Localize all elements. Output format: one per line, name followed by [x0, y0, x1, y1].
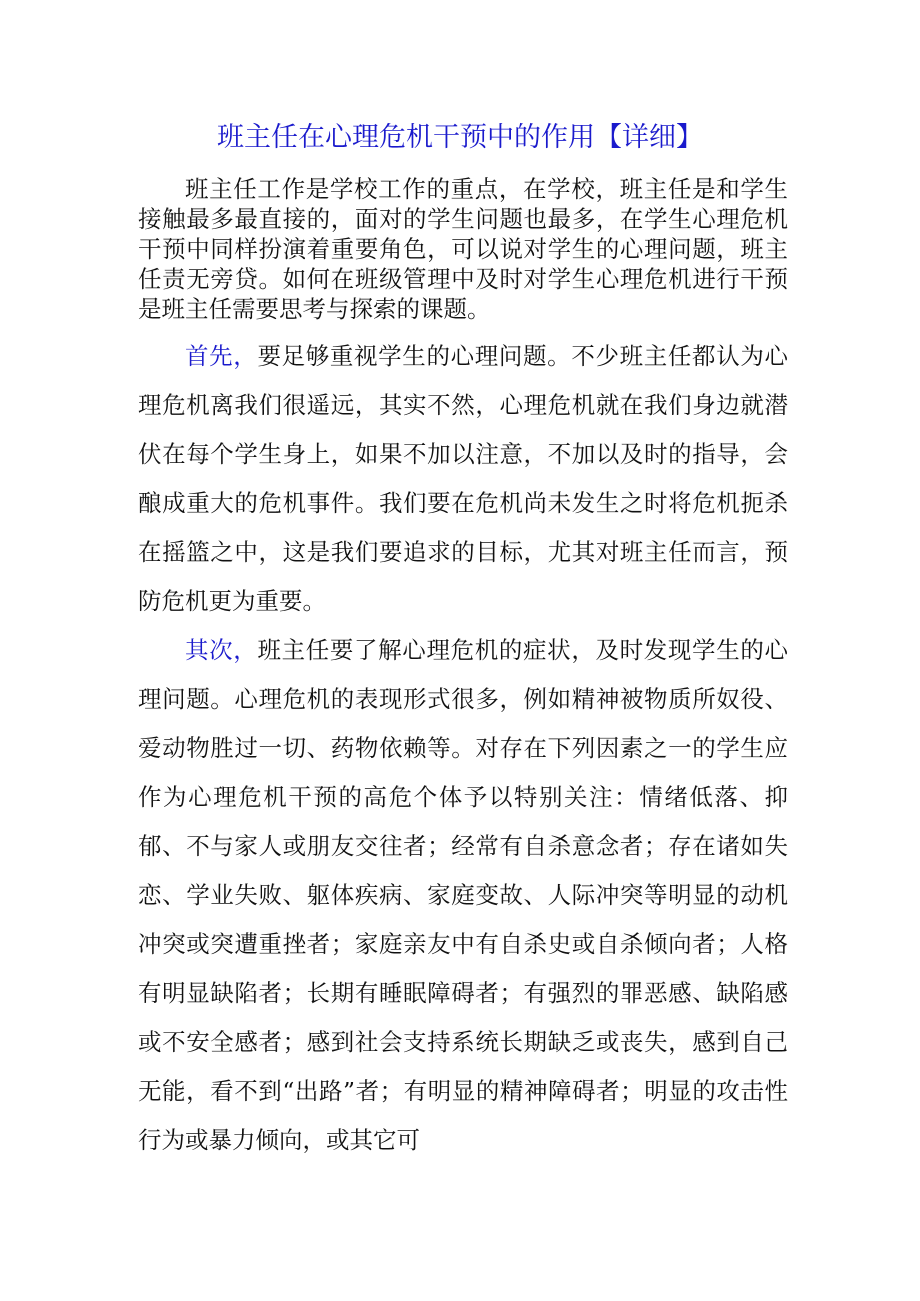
document-title: 班主任在心理危机干预中的作用【详细】: [217, 122, 703, 153]
intro-paragraph: 班主任工作是学校工作的重点，在学校，班主任是和学生接触最多最直接的，面对的学生问题也最多，在学生心理危机干预中同样扮演着重要角色，可以说对学生的心理问题，班主任责无旁贷。如何在班级管理中及时对学生心理危机进行干预是班主任需要思考与探索的课题。: [138, 175, 788, 323]
paragraph-second: [138, 626, 788, 1165]
paragraph-text: 要足够重视学生的心理问题。不少班主任都认为心理危机离我们很遥远，其实不然，心理危机就在我们身边就潜伏在每个学生身上，如果不加以注意，不加以及时的指导，会酿成重大的危机事件。我们要在危机尚未发生之时将危机扼杀在摇篮之中，这是我们要追求的目标，尤其对班主任而言，预防危机更为重要。: [138, 342, 788, 615]
paragraph-lead: 其次，: [185, 636, 258, 664]
paragraph-lead: 首先，: [185, 342, 258, 370]
paragraph-first: [138, 332, 788, 626]
paragraph-text: 班主任要了解心理危机的症状，及时发现学生的心理问题。心理危机的表现形式很多，例如精神被物质所奴役、爱动物胜过一切、药物依赖等。对存在下列因素之一的学生应作为心理危机干预的高危个体予以特别关注：情绪低落、抑郁、不与家人或朋友交往者；经常有自杀意念者；存在诸如失恋、学业失败、躯体疾病、家庭变故、人际冲突等明显的动机冲突或突遭重挫者；家庭亲友中有自杀史或自杀倾向者；人格有明显缺陷者；长期有睡眠障碍者；有强烈的罪恶感、缺陷感或不安全感者；感到社会支持系统长期缺乏或丧失，感到自己无能，看不到“出路”者；有明显的精神障碍者；明显的攻击性行为或暴力倾向，或其它可: [138, 636, 788, 1154]
